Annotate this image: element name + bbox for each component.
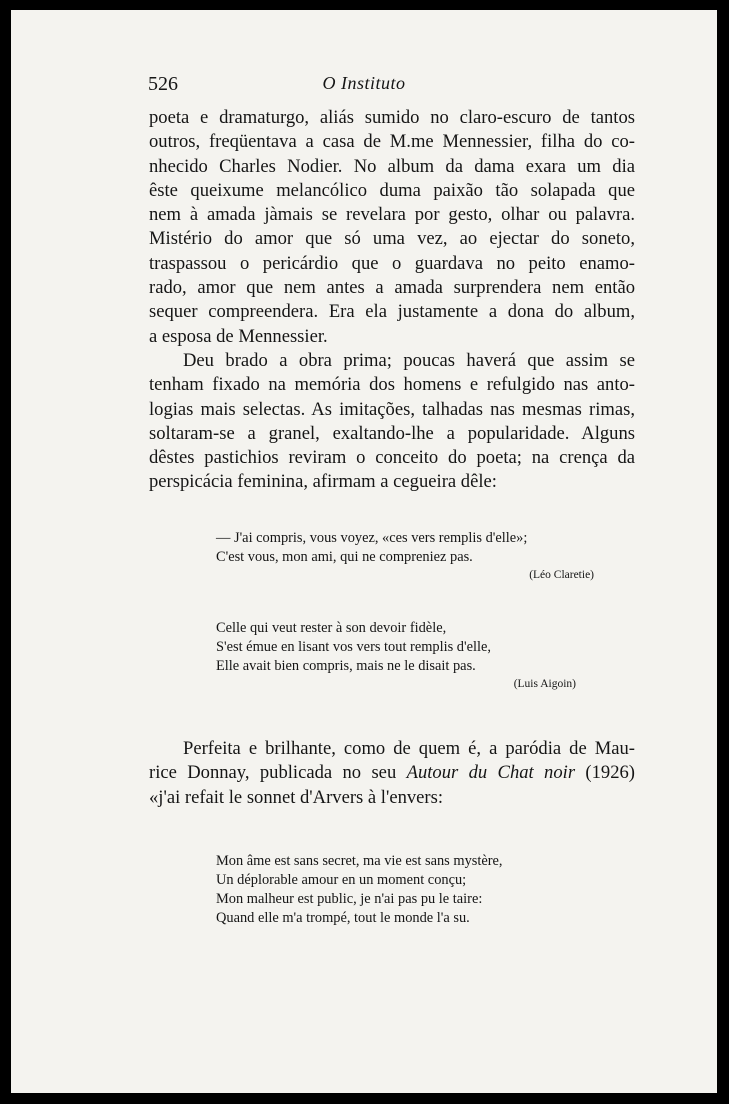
book-title: Autour du Chat noir [406, 762, 576, 784]
verse-quote-donnay [216, 852, 576, 928]
text-fragment: (1926) [575, 762, 635, 784]
text-line: «j'ai refait le sonnet d'Arvers à l'envers: [149, 786, 444, 808]
verse-attribution: (Luis Aigoin) [513, 678, 576, 690]
text-line: êste queixume melancólico duma paixão tão solapada que [149, 179, 635, 201]
text-line: traspassou o pericárdio que o guardava no peito enamo- [149, 252, 635, 274]
verse-line: Celle qui veut rester à son devoir fidèle, [216, 620, 447, 636]
text-line: Perfeita e brilhante, como de quem é, a paródia de Mau- [183, 738, 635, 759]
verse-line: Elle avait bien compris, mais ne le disait pas. [216, 658, 476, 674]
text-line: rado, amor que nem antes a amada surprendera nem então [149, 277, 635, 299]
text-line: Mistério do amor que só uma vez, ao ejectar do soneto, [149, 228, 635, 250]
text-line: perspicácia feminina, afirmam a cegueira dêle: [149, 471, 497, 493]
verse-line: Un déplorable amour en un moment conçu; [216, 872, 467, 888]
verse-line: Quand elle m'a trompé, tout le monde l'a su. [216, 910, 470, 926]
text-line: poeta e dramaturgo, aliás sumido no claro-escuro de tantos [149, 107, 635, 128]
paragraph-group-3 [149, 737, 635, 810]
page-header [11, 73, 717, 99]
verse-line: — J'ai compris, vous voyez, «ces vers remplis d'elle»; [216, 530, 528, 546]
verse-line: C'est vous, mon ami, qui ne compreniez pas. [216, 549, 473, 565]
paragraph-group-1 [149, 106, 635, 495]
text-line: dêstes pastichios reviram o conceito do poeta; na crença da [149, 447, 635, 469]
running-title: O Instituto [322, 73, 406, 93]
verse-line: S'est émue en lisant vos vers tout remplis d'elle, [216, 639, 491, 655]
text-line: tenham fixado na memória dos homens e refulgido nas anto- [149, 374, 635, 396]
text-line: nhecido Charles Nodier. No album da dama exara um dia [149, 155, 635, 177]
text-line: Deu brado a obra prima; poucas haverá que assim se [183, 349, 635, 371]
page-number: 526 [148, 73, 178, 95]
text-line: sequer compreendera. Era ela justamente a dona do album, [149, 301, 635, 323]
text-line: logias mais selectas. As imitações, talhadas nas mesmas rimas, [149, 398, 635, 420]
text-line: a esposa de Mennessier. [149, 325, 328, 347]
text-line: outros, freqüentava a casa de M.me Mennessier, filha do co- [149, 131, 635, 153]
verse-attribution: (Léo Claretie) [529, 569, 594, 581]
text-line: soltaram-se a granel, exaltando-lhe a popularidade. Alguns [149, 422, 635, 444]
text-line: nem à amada jàmais se revelara por gesto, olhar ou palavra. [149, 204, 635, 226]
text-line-with-title [149, 761, 635, 785]
verse-quote-aigoin [216, 619, 576, 693]
book-page [11, 10, 717, 1093]
verse-quote-claretie [216, 529, 594, 584]
verse-line: Mon malheur est public, je n'ai pas pu le taire: [216, 891, 483, 907]
text-fragment: rice Donnay, publicada no seu [149, 762, 407, 784]
verse-line: Mon âme est sans secret, ma vie est sans mystère, [216, 853, 503, 869]
